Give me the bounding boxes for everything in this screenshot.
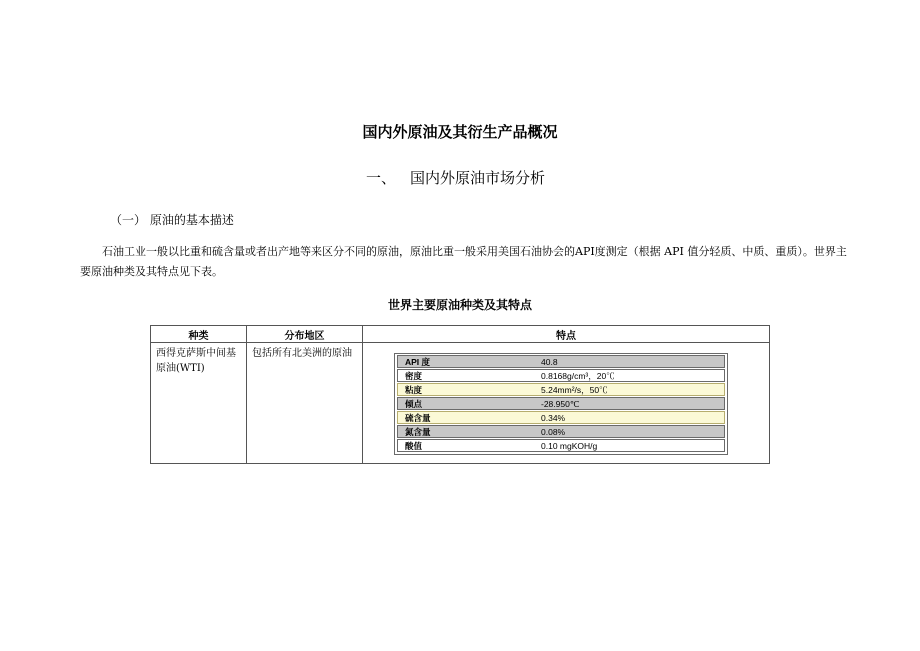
property-row-sulfur (397, 411, 725, 424)
properties-table (394, 353, 728, 455)
property-name: 密度 (405, 371, 423, 381)
table-header-row (151, 326, 770, 343)
property-name: API 度 (405, 357, 431, 367)
property-name: 酸值 (405, 441, 423, 451)
property-row-acid-value (397, 439, 725, 452)
property-row-pour-point (397, 397, 725, 410)
property-name: 硫含量 (405, 413, 431, 423)
document-title: 国内外原油及其衍生产品概况 (362, 123, 558, 141)
header-type: 种类 (151, 326, 247, 343)
property-value: 5.24mm²/s，50℃ (541, 385, 608, 395)
section-heading (366, 167, 545, 188)
property-row-viscosity (397, 383, 725, 396)
section-number: 一、 (366, 169, 397, 187)
property-name: 氮含量 (405, 427, 431, 437)
property-value: 40.8 (541, 357, 558, 367)
header-region: 分布地区 (247, 326, 363, 343)
header-features: 特点 (363, 326, 770, 343)
property-name: 倾点 (405, 399, 423, 409)
property-row-nitrogen (397, 425, 725, 438)
section-title: 国内外原油市场分析 (410, 169, 546, 187)
subsection-heading: （一） 原油的基本描述 (110, 213, 234, 227)
table-caption: 世界主要原油种类及其特点 (387, 298, 532, 312)
property-value: -28.950℃ (541, 399, 580, 409)
property-row-density (397, 369, 725, 382)
body-paragraph: 石油工业一般以比重和硫含量或者出产地等来区分不同的原油，原油比重一般采用美国石油协会的API度测定（根据 API 值分轻质、中质、重质）。世界主要原油种类及其特点见下表。 (80, 245, 847, 278)
property-value: 0.10 mgKOH/g (541, 441, 598, 451)
property-name: 粘度 (405, 385, 423, 395)
property-value: 0.8168g/cm³，20℃ (541, 371, 615, 381)
property-row-api (397, 355, 725, 368)
property-value: 0.08% (541, 427, 566, 437)
cell-type: 西得克萨斯中间基原油(WTI) (151, 343, 247, 464)
cell-region: 包括所有北美洲的原油 (247, 343, 363, 464)
property-value: 0.34% (541, 413, 566, 423)
